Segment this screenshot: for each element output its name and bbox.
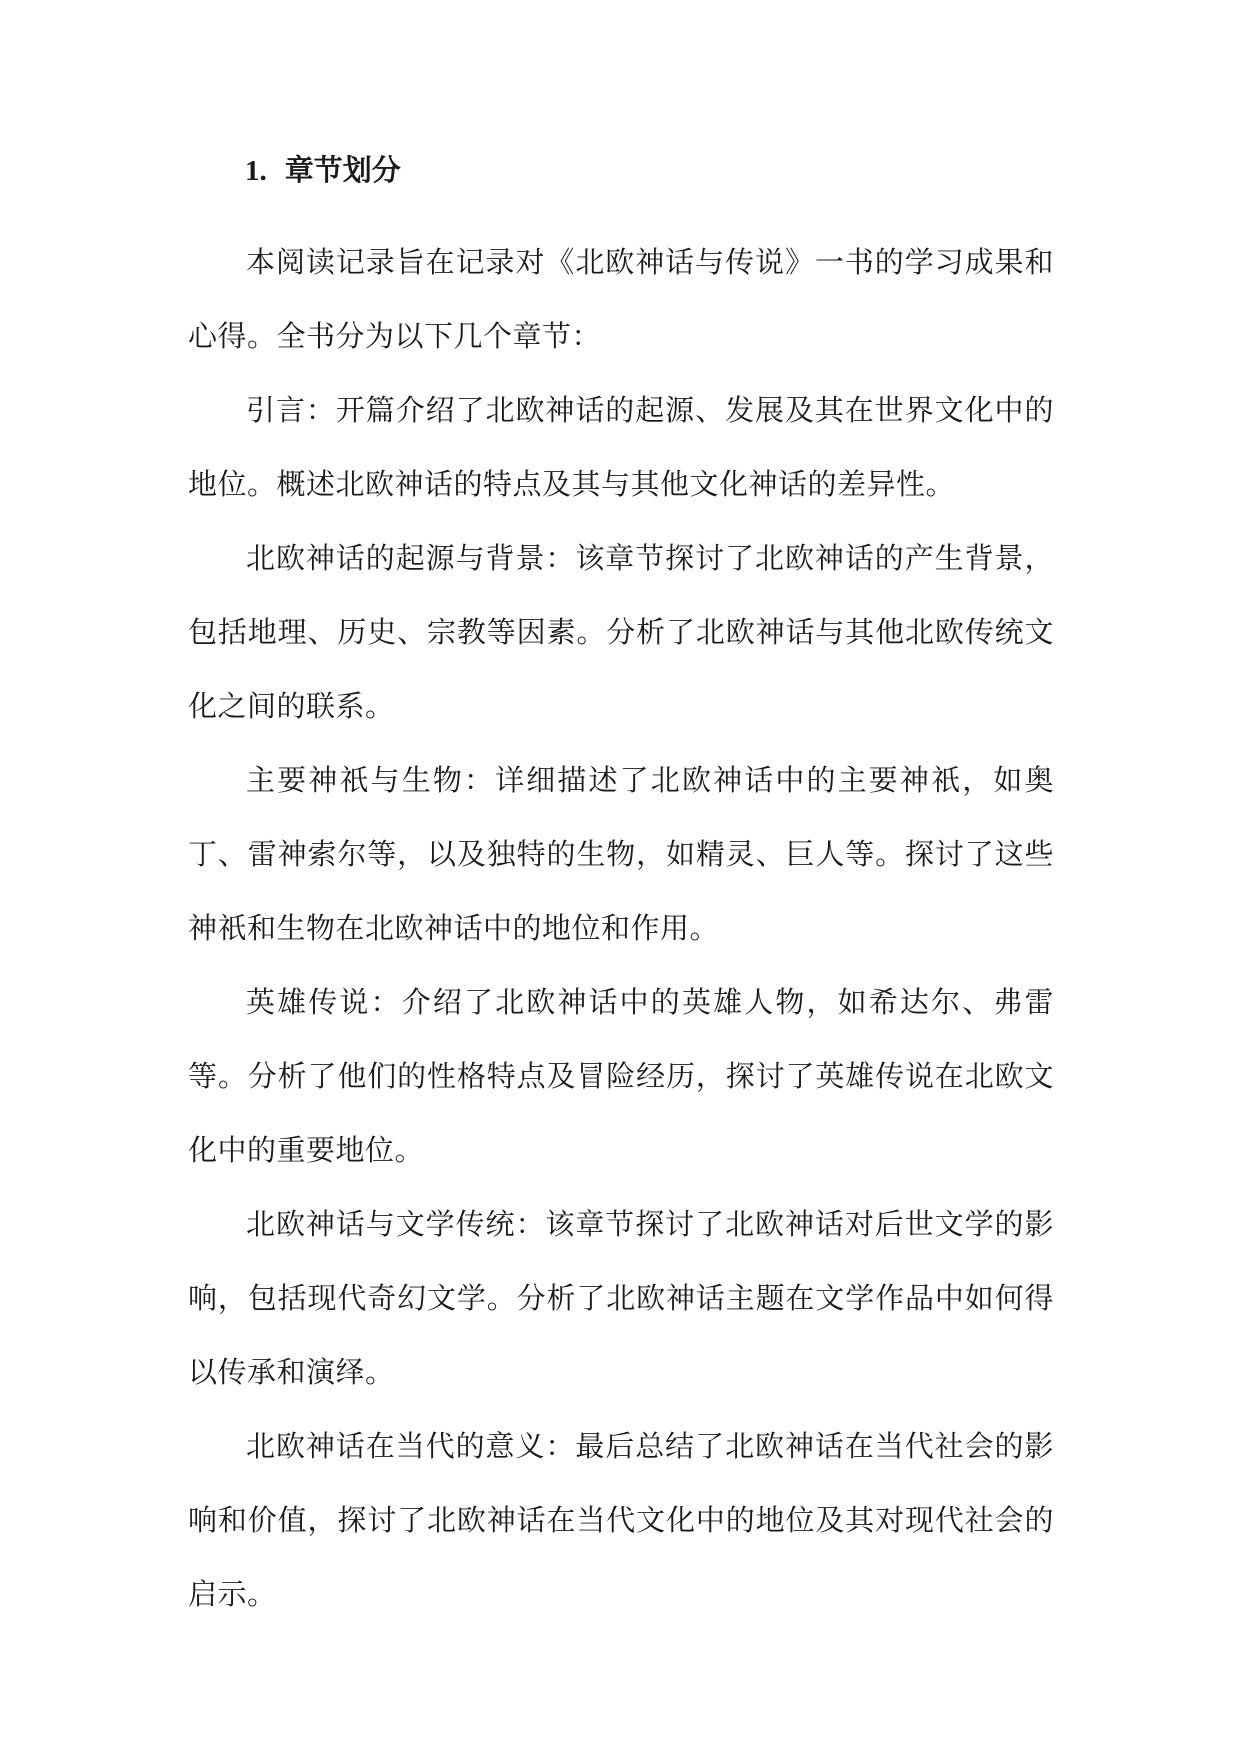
section-title: 章节划分 <box>284 153 401 187</box>
paragraph-contemporary: 北欧神话在当代的意义：最后总结了北欧神话在当代社会的影响和价值，探讨了北欧神话在当代文化中的地位及其对现代社会的启示。 <box>188 1429 1054 1611</box>
paragraph-preface: 引言：开篇介绍了北欧神话的起源、发展及其在世界文化中的地位。概述北欧神话的特点及其与其他文化神话的差异性。 <box>188 393 1054 501</box>
section-heading <box>245 148 401 193</box>
section-number: 1. <box>245 155 267 187</box>
paragraph-heroes: 英雄传说：介绍了北欧神话中的英雄人物，如希达尔、弗雷等。分析了他们的性格特点及冒险经历，探讨了英雄传说在北欧文化中的重要地位。 <box>188 985 1054 1167</box>
paragraph-intro: 本阅读记录旨在记录对《北欧神话与传说》一书的学习成果和心得。全书分为以下几个章节： <box>188 245 1054 353</box>
paragraph-deities: 主要神祇与生物：详细描述了北欧神话中的主要神祇，如奥丁、雷神索尔等，以及独特的生物，如精灵、巨人等。探讨了这些神祇和生物在北欧神话中的地位和作用。 <box>188 763 1054 945</box>
paragraph-literature: 北欧神话与文学传统：该章节探讨了北欧神话对后世文学的影响，包括现代奇幻文学。分析了北欧神话主题在文学作品中如何得以传承和演绎。 <box>188 1207 1054 1389</box>
paragraph-origins: 北欧神话的起源与背景：该章节探讨了北欧神话的产生背景，包括地理、历史、宗教等因素。分析了北欧神话与其他北欧传统文化之间的联系。 <box>188 541 1054 723</box>
document-body <box>188 225 1054 1631</box>
